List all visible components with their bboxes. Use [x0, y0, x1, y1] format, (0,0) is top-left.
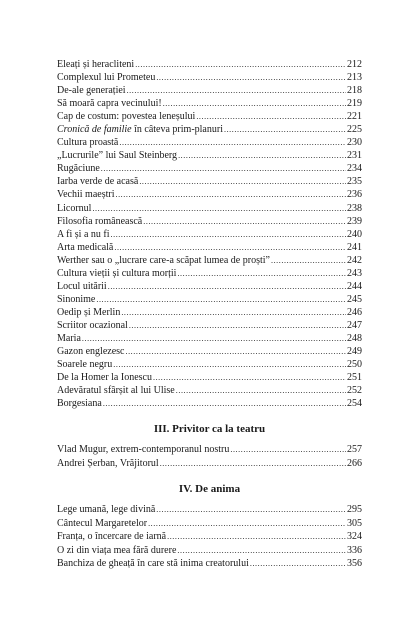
entry-title: Filosofia românească — [57, 215, 143, 227]
dot-leader — [177, 267, 346, 280]
entry-page: 305 — [347, 517, 362, 529]
toc-entry — [57, 162, 362, 175]
dot-leader — [127, 84, 346, 97]
toc-entry — [57, 280, 362, 293]
dot-leader — [82, 332, 346, 345]
toc-entry — [57, 443, 362, 457]
section-heading-de-anima: IV. De anima — [178, 483, 241, 496]
entry-title: Oedip și Merlin — [57, 306, 121, 318]
toc-section-3-list — [57, 443, 362, 470]
toc-entry — [57, 530, 362, 544]
entry-title: Vlad Mugur, extrem-contemporanul nostru — [57, 444, 230, 456]
dot-leader — [196, 110, 346, 123]
entry-page: 242 — [347, 254, 362, 266]
entry-page: 231 — [347, 150, 362, 162]
dot-leader — [111, 228, 347, 241]
entry-page: 257 — [347, 444, 362, 456]
dot-leader — [129, 319, 346, 332]
dot-leader — [250, 557, 346, 571]
entry-page: 246 — [347, 306, 362, 318]
toc-entry — [57, 371, 362, 384]
entry-page: 324 — [347, 531, 362, 543]
dot-leader — [230, 443, 346, 457]
entry-page: 241 — [347, 241, 362, 253]
dot-leader — [156, 503, 346, 517]
entry-page: 250 — [347, 359, 362, 371]
dot-leader — [139, 175, 346, 188]
entry-title: Locul uitării — [57, 280, 107, 292]
dot-leader — [135, 58, 346, 71]
toc-entry — [57, 557, 362, 571]
toc-entry — [57, 71, 362, 84]
toc-entry — [57, 215, 362, 228]
dot-leader — [163, 97, 346, 110]
entry-title: Gazon englezesc — [57, 346, 125, 358]
toc-entry — [57, 228, 362, 241]
entry-page: 295 — [347, 504, 362, 516]
dot-leader — [143, 215, 346, 228]
dot-leader — [167, 530, 346, 544]
dot-leader — [96, 293, 346, 306]
dot-leader — [92, 202, 346, 215]
entry-page: 238 — [347, 202, 362, 214]
dot-leader — [153, 371, 346, 384]
entry-title: „Lucrurile” lui Saul Steinberg — [57, 150, 178, 162]
dot-leader — [125, 345, 346, 358]
entry-title: Să moară capra vecinului! — [57, 98, 162, 110]
dot-leader — [148, 517, 346, 531]
dot-leader — [115, 188, 346, 201]
toc-entry — [57, 241, 362, 254]
entry-title: Cântecul Margaretelor — [57, 517, 148, 529]
entry-page: 234 — [347, 163, 362, 175]
entry-title: O zi din viața mea fără durere — [57, 544, 177, 556]
entry-title: Lege umană, lege divină — [57, 504, 156, 516]
toc-entry — [57, 332, 362, 345]
dot-leader — [121, 306, 346, 319]
dot-leader — [178, 149, 346, 162]
toc-entry — [57, 254, 362, 267]
entry-title: Iarba verde de acasă — [57, 176, 139, 188]
toc-entry — [57, 358, 362, 371]
toc-entry — [57, 58, 362, 71]
entry-page: 249 — [347, 346, 362, 358]
dot-leader — [103, 397, 346, 410]
toc-entry — [57, 175, 362, 188]
entry-page: 336 — [347, 544, 362, 556]
dot-leader — [113, 358, 346, 371]
entry-title-italic: Cronică de familie — [57, 124, 132, 136]
entry-title: Soarele negru — [57, 359, 113, 371]
entry-title: Scriitor ocazional — [57, 319, 128, 331]
entry-title: Borgesiana — [57, 398, 102, 410]
dot-leader — [271, 254, 346, 267]
entry-page: 240 — [347, 228, 362, 240]
dot-leader — [114, 241, 346, 254]
toc-entry — [57, 293, 362, 306]
entry-title: Vechii maeștri — [57, 189, 115, 201]
entry-title-rest: în câteva prim-planuri — [131, 124, 223, 136]
entry-title: De-ale generației — [57, 85, 126, 97]
toc-entry — [57, 345, 362, 358]
entry-page: 235 — [347, 176, 362, 188]
entry-page: 243 — [347, 267, 362, 279]
toc-entry — [57, 384, 362, 397]
toc-entry — [57, 517, 362, 531]
toc-entry — [57, 110, 362, 123]
entry-page: 251 — [347, 372, 362, 384]
entry-page: 356 — [347, 558, 362, 570]
entry-title: Werther sau o „lucrare care-a scăpat lumea de proști” — [57, 254, 270, 266]
toc-entry — [57, 544, 362, 558]
entry-page: 252 — [347, 385, 362, 397]
entry-title: Maria — [57, 332, 81, 344]
toc-entry — [57, 123, 362, 136]
entry-title: Adevăratul sfârșit al lui Ulise — [57, 385, 175, 397]
entry-title: Arta medicală — [57, 241, 114, 253]
section-heading-privitor: III. Privitor ca la teatru — [153, 423, 266, 436]
entry-title: Licornul — [57, 202, 92, 214]
dot-leader — [119, 136, 346, 149]
toc-entry — [57, 84, 362, 97]
entry-title: Cap de costum: povestea leneșului — [57, 111, 196, 123]
entry-page: 212 — [347, 59, 362, 70]
toc-entry — [57, 503, 362, 517]
entry-page: 244 — [347, 280, 362, 292]
dot-leader — [224, 123, 346, 136]
entry-page: 218 — [347, 85, 362, 97]
toc-entry — [57, 397, 362, 410]
entry-title: Cultura proastă — [57, 137, 119, 149]
dot-leader — [101, 162, 346, 175]
toc-page — [57, 58, 362, 571]
toc-entry — [57, 97, 362, 110]
toc-entry — [57, 202, 362, 215]
entry-page: 245 — [347, 293, 362, 305]
entry-title: Rugăciune — [57, 163, 100, 175]
dot-leader — [156, 71, 346, 84]
entry-title: Cultura vieții și cultura morții — [57, 267, 177, 279]
entry-page: 221 — [347, 111, 362, 123]
entry-page: 247 — [347, 319, 362, 331]
toc-section-4-list — [57, 503, 362, 571]
toc-entry — [57, 267, 362, 280]
entry-title: Franța, o încercare de iarnă — [57, 531, 167, 543]
entry-title: Banchiza de gheață în care stă inima creatorului — [57, 558, 249, 570]
entry-title — [57, 123, 223, 136]
toc-section-2-list — [57, 58, 362, 410]
dot-leader — [177, 544, 346, 558]
dot-leader — [160, 457, 346, 471]
entry-page: 254 — [347, 398, 362, 410]
entry-page: 266 — [347, 457, 362, 469]
entry-page: 248 — [347, 332, 362, 344]
toc-entry — [57, 319, 362, 332]
entry-page: 225 — [347, 124, 362, 136]
entry-page: 230 — [347, 137, 362, 149]
dot-leader — [176, 384, 346, 397]
entry-title: Sinonime — [57, 293, 96, 305]
entry-title: Andrei Șerban, Vrăjitorul — [57, 457, 159, 469]
toc-entry — [57, 457, 362, 471]
toc-entry — [57, 306, 362, 319]
entry-page: 236 — [347, 189, 362, 201]
toc-entry — [57, 149, 362, 162]
toc-entry — [57, 188, 362, 201]
entry-page: 213 — [347, 72, 362, 84]
entry-page: 239 — [347, 215, 362, 227]
entry-title: De la Homer la Ionescu — [57, 372, 152, 384]
entry-title: Complexul lui Prometeu — [57, 72, 156, 84]
entry-title: Eleați și heracliteni — [57, 59, 135, 70]
dot-leader — [108, 280, 346, 293]
entry-page: 219 — [347, 98, 362, 110]
toc-entry — [57, 136, 362, 149]
entry-title: A fi și a nu fi — [57, 228, 110, 240]
